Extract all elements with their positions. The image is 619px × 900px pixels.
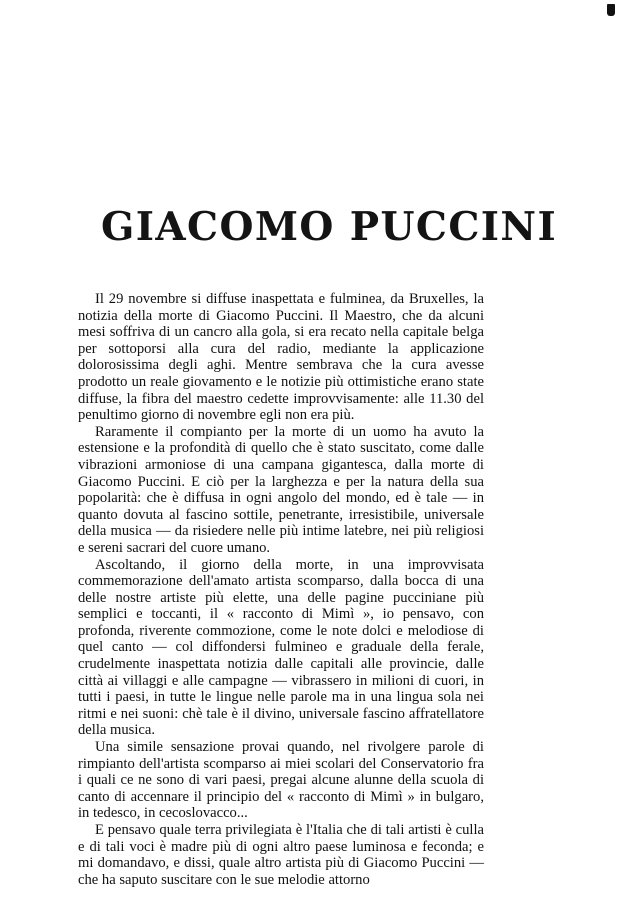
page-corner-mark (607, 4, 615, 16)
paragraph: Il 29 novembre si diffuse inaspettata e fulminea, da Bruxelles, la notizia della morte di Giacomo Puccini. Il Maestro, che da alcuni mesi soffriva di un cancro alla gola, si era recato nella capitale belga per sottoporsi alla cura del radio, mediante la applicazione dolorosissima degli aghi. Mentre sembrava che la cura avesse prodotto un reale giovamento e le notizie più ottimistiche erano state diffuse, la fibra del maestro cedette improvvisamente: alle 11.30 del penultimo giorno di novembre egli non era più. (78, 291, 484, 424)
paragraph: Una simile sensazione provai quando, nel rivolgere parole di rimpianto dell'artista scomparso ai miei scolari del Conservatorio fra i quali ce ne sono di vari paesi, pregai alcune alunne della scuola di canto di accennare il principio del « racconto di Mimì » in bulgaro, in tedesco, in cecoslovacco... (78, 739, 484, 822)
article-title: GIACOMO PUCCINI (101, 204, 558, 250)
article-body (78, 291, 484, 888)
paragraph: Raramente il compianto per la morte di un uomo ha avuto la estensione e la profondità di quello che è stato suscitato, come dalle vibrazioni armoniose di una campana gigantesca, dalla morte di Giacomo Puccini. E ciò per la larghezza e per la natura della sua popolarità: che è diffusa in ogni angolo del mondo, ed è tale — in quanto dovuta al fascino sottile, penetrante, irresistibile, universale della musica — da risiedere nelle più intime latebre, nei più religiosi e sereni sacrari del cuore umano. (78, 423, 484, 556)
paragraph: E pensavo quale terra privilegiata è l'Italia che di tali artisti è culla e di tali voci è madre più di ogni altro paese luminosa e feconda; e mi domandavo, e dissi, quale altro artista più di Giacomo Puccini — che ha saputo suscitare con le sue melodie attorno (78, 822, 484, 888)
paragraph: Ascoltando, il giorno della morte, in una improvvisata commemorazione dell'amato artista scomparso, dalla bocca di una delle nostre artiste più elette, una delle pagine pucciniane più semplici e toccanti, il « racconto di Mimì », io pensavo, con profonda, riverente commozione, come le note dolci e melodiose di quel canto — col diffondersi fulmineo e graduale della ferale, crudelmente inaspettata notizia dalle capitali alle provincie, dalle città ai villaggi e alle campagne — vibrassero in milioni di cuori, in tutti i paesi, in tutte le lingue nelle parole ma in una lingua sola nei ritmi e nei suoni: chè tale è il divino, universale fascino affratellatore della musica. (78, 556, 484, 739)
